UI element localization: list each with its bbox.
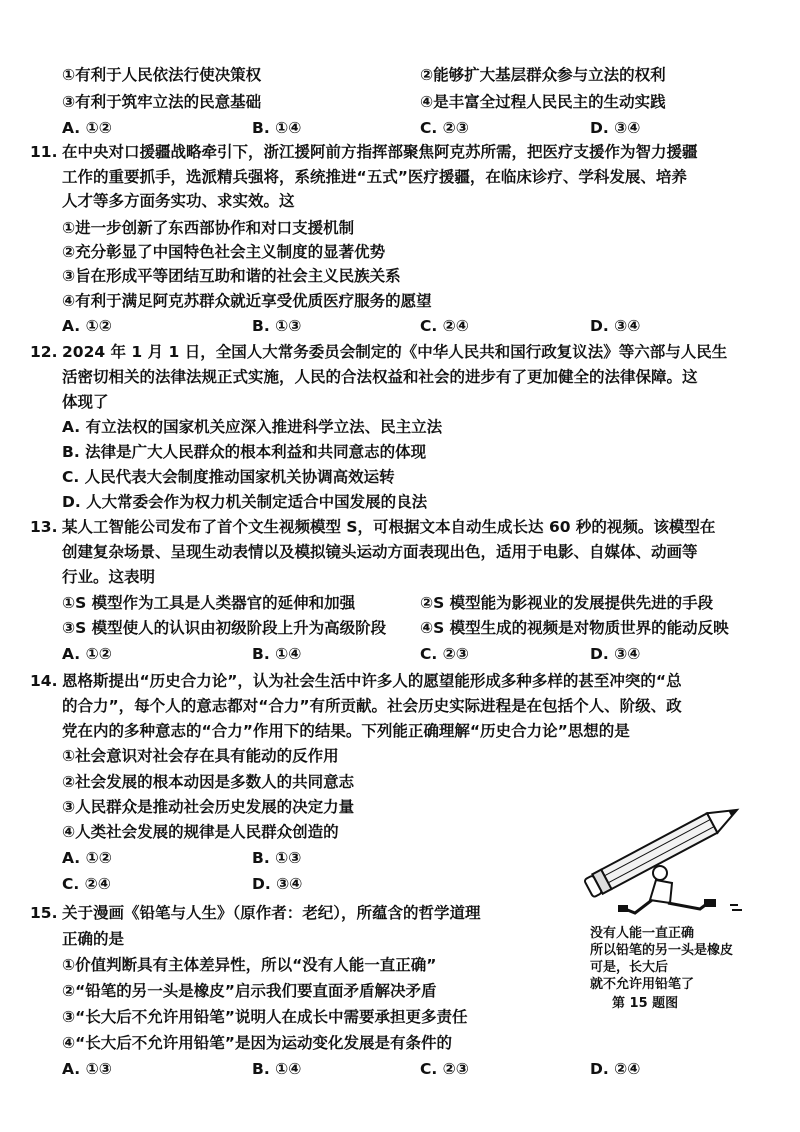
q10-item-1: ①有利于人民依法行使决策权 — [62, 66, 262, 84]
q11-item-3: ③旨在形成平等团结互助和谐的社会主义民族关系 — [62, 267, 401, 285]
q10-item-4: ④是丰富全过程人民民主的生动实践 — [420, 93, 666, 111]
cartoon-caption-line: 所以铅笔的另一头是橡皮 — [590, 943, 734, 958]
q15-choice-a[interactable]: A. ①③ — [62, 1060, 112, 1078]
pencil-cartoon-image — [580, 805, 760, 925]
q14-item-2: ②社会发展的根本动因是多数人的共同意志 — [62, 773, 355, 791]
q11-item-2: ②充分彰显了中国特色社会主义制度的显著优势 — [62, 243, 386, 261]
q14-number: 14. — [30, 672, 58, 690]
q15-choice-c[interactable]: C. ②③ — [420, 1060, 469, 1078]
q13-stem-line: 创建复杂场景、呈现生动表情以及模拟镜头运动方面表现出色，适用于电影、自媒体、动画等 — [62, 543, 698, 561]
q13-stem-line: 某人工智能公司发布了首个文生视频模型 S，可根据文本自动生成长达 60 秒的视频。该模型在 — [62, 518, 716, 536]
q13-choice-c[interactable]: C. ②③ — [420, 645, 469, 663]
figure-label: 第 15 题图 — [612, 996, 679, 1011]
q14-item-4: ④人类社会发展的规律是人民群众创造的 — [62, 823, 339, 841]
q13-stem-line: 行业。这表明 — [62, 568, 156, 586]
q12-stem-line: 活密切相关的法律法规正式实施，人民的合法权益和社会的进步有了更加健全的法律保障。这 — [62, 368, 698, 386]
q13-choice-a[interactable]: A. ①② — [62, 645, 112, 663]
q15-choice-b[interactable]: B. ①④ — [252, 1060, 302, 1078]
q14-item-3: ③人民群众是推动社会历史发展的决定力量 — [62, 798, 355, 816]
q11-stem-line: 在中央对口援疆战略牵引下，浙江援阿前方指挥部聚焦阿克苏所需，把医疗支援作为智力援疆 — [62, 143, 698, 161]
q15-item-3: ③“长大后不允许用铅笔”说明人在成长中需要承担更多责任 — [62, 1008, 468, 1026]
q10-item-3: ③有利于筑牢立法的民意基础 — [62, 93, 262, 111]
q12-choice-d[interactable]: D. 人大常委会作为权力机关制定适合中国发展的良法 — [62, 493, 428, 511]
q12-number: 12. — [30, 343, 58, 361]
q12-choice-c[interactable]: C. 人民代表大会制度推动国家机关协调高效运转 — [62, 468, 395, 486]
q14-choice-d[interactable]: D. ③④ — [252, 875, 303, 893]
q12-stem-line: 2024 年 1 月 1 日，全国人大常务委员会制定的《中华人民共和国行政复议法》等六部与人民生 — [62, 343, 728, 361]
cartoon-caption-line: 可是，长大后 — [590, 960, 669, 975]
q13-item-1: ①S 模型作为工具是人类器官的延伸和加强 — [62, 594, 356, 612]
q11-stem-line: 人才等多方面务实功、求实效。这 — [62, 192, 295, 210]
q11-choice-d[interactable]: D. ③④ — [590, 317, 641, 335]
q12-stem-line: 体现了 — [62, 393, 109, 411]
q14-choice-b[interactable]: B. ①③ — [252, 849, 302, 867]
q15-item-4: ④“长大后不允许用铅笔”是因为运动变化发展是有条件的 — [62, 1034, 452, 1052]
cartoon-caption-line: 就不允许用铅笔了 — [590, 977, 695, 992]
q14-choice-c[interactable]: C. ②④ — [62, 875, 111, 893]
q13-choice-d[interactable]: D. ③④ — [590, 645, 641, 663]
q14-stem-line: 恩格斯提出“历史合力论”，认为社会生活中许多人的愿望能形成多种多样的甚至冲突的“总 — [62, 672, 682, 690]
q15-number: 15. — [30, 904, 58, 922]
q10-choice-d[interactable]: D. ③④ — [590, 119, 641, 137]
q11-item-4: ④有利于满足阿克苏群众就近享受优质医疗服务的愿望 — [62, 292, 432, 310]
q12-choice-b[interactable]: B. 法律是广大人民群众的根本利益和共同意志的体现 — [62, 443, 427, 461]
q13-item-3: ③S 模型使人的认识由初级阶段上升为高级阶段 — [62, 619, 387, 637]
q11-item-1: ①进一步创新了东西部协作和对口支援机制 — [62, 219, 355, 237]
q11-stem-line: 工作的重要抓手，选派精兵强将，系统推进“五式”医疗援疆，在临床诊疗、学科发展、培养 — [62, 168, 687, 186]
q15-choice-d[interactable]: D. ②④ — [590, 1060, 641, 1078]
q14-stem-line: 党在内的多种意志的“合力”作用下的结果。下列能正确理解“历史合力论”思想的是 — [62, 722, 630, 740]
q12-choice-a[interactable]: A. 有立法权的国家机关应深入推进科学立法、民主立法 — [62, 418, 443, 436]
q14-choice-a[interactable]: A. ①② — [62, 849, 112, 867]
q13-choice-b[interactable]: B. ①④ — [252, 645, 302, 663]
q11-number: 11. — [30, 143, 58, 161]
q11-choice-a[interactable]: A. ①② — [62, 317, 112, 335]
q11-choice-b[interactable]: B. ①③ — [252, 317, 302, 335]
q13-item-4: ④S 模型生成的视频是对物质世界的能动反映 — [420, 619, 729, 637]
q13-item-2: ②S 模型能为影视业的发展提供先进的手段 — [420, 594, 714, 612]
q15-stem-line: 正确的是 — [62, 930, 125, 948]
q10-choice-c[interactable]: C. ②③ — [420, 119, 469, 137]
q14-item-1: ①社会意识对社会存在具有能动的反作用 — [62, 747, 339, 765]
q10-choice-b[interactable]: B. ①④ — [252, 119, 302, 137]
q10-item-2: ②能够扩大基层群众参与立法的权利 — [420, 66, 666, 84]
q10-choice-a[interactable]: A. ①② — [62, 119, 112, 137]
q13-number: 13. — [30, 518, 58, 536]
q15-stem-line: 关于漫画《铅笔与人生》（原作者：老纪），所蕴含的哲学道理 — [62, 904, 481, 922]
q11-choice-c[interactable]: C. ②④ — [420, 317, 469, 335]
q15-item-1: ①价值判断具有主体差异性，所以“没有人能一直正确” — [62, 956, 437, 974]
q15-item-2: ②“铅笔的另一头是橡皮”启示我们要直面矛盾解决矛盾 — [62, 982, 437, 1000]
cartoon-caption-line: 没有人能一直正确 — [590, 926, 695, 941]
q14-stem-line: 的合力”，每个人的意志都对“合力”有所贡献。社会历史实际进程是在包括个人、阶级、政 — [62, 697, 682, 715]
